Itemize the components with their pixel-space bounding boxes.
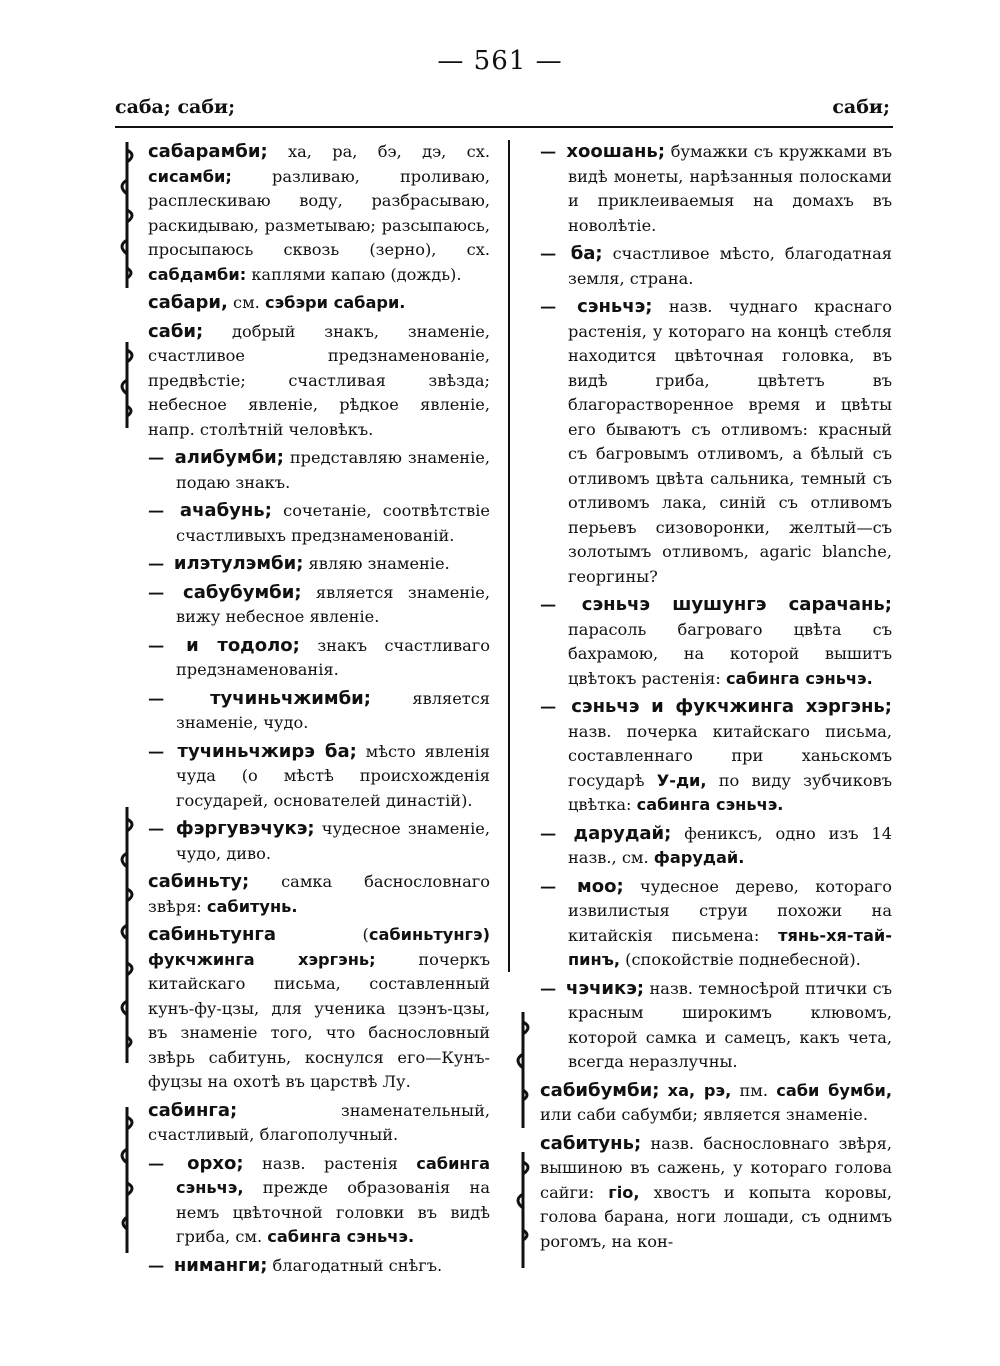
dictionary-entry xyxy=(148,140,490,287)
entry-text: (спокойствіе поднебесной). xyxy=(620,950,861,969)
entry-dash: — xyxy=(148,582,180,602)
entry-text: добрый знакъ, знаменіе, счастливое предзнаменованіе, предвѣстіе; счастливая звѣзда; небесное явленіе, рѣдкое явленіе, напр. столѣтній человѣкъ. xyxy=(148,321,490,439)
entry-dash: — xyxy=(148,819,172,838)
entry-text: ха, ра, бэ, дэ, сх. xyxy=(267,142,490,161)
entry-text: или саби сабумби; является знаменіе. xyxy=(540,1105,869,1124)
entry-dash: — xyxy=(540,697,568,716)
dictionary-entry xyxy=(540,875,892,973)
entry-reference: У-ди, xyxy=(656,770,707,790)
entry-reference: сабитунь. xyxy=(206,896,298,916)
entry-reference: саби бумби, xyxy=(776,1080,892,1100)
entry-headword: ниманги; xyxy=(173,1254,268,1276)
entry-text: разливаю, проливаю, расплескиваю воду, разбрасываю, раскидываю, разметываю; разсыпаюсь, просыпаюсь сквозь (зерно), сх. xyxy=(148,166,490,259)
entry-text: фениксъ, одно изъ 14 назв., см. xyxy=(568,823,892,867)
entry-headword: орхо; xyxy=(187,1152,244,1174)
dictionary-entry xyxy=(540,295,892,589)
entry-text: знакъ счастливаго предзнаменованія. xyxy=(176,635,490,679)
entry-headword: сабарамби; xyxy=(148,141,268,162)
entry-dash: — xyxy=(540,823,570,843)
entry-text: благодатный снѣгъ. xyxy=(267,1255,443,1275)
entry-reference: гіо, xyxy=(608,1182,640,1202)
entry-headword: хоошань; xyxy=(566,141,666,162)
left-column xyxy=(148,140,490,1282)
dictionary-entry xyxy=(540,1079,892,1128)
dictionary-entry xyxy=(148,740,490,814)
entry-headword: моо; xyxy=(577,875,624,897)
entry-text: назв. чуднаго краснаго растенія, у котораго на концѣ стебля находится цвѣточная головка, въ видѣ гриба, цвѣтетъ въ благорастворенное время и цвѣты его бываютъ съ отливомъ: красный съ багровымъ отливомъ, а бѣлый съ отливомъ цвѣта сальника, темный съ отливомъ лака, синій съ отливомъ перьевъ сизоворонки, желтый—съ золотымъ отливомъ, agaric blanche, георгины? xyxy=(568,297,893,586)
entry-headword: чэчикэ; xyxy=(566,977,645,999)
entry-text: ( xyxy=(275,925,369,944)
dictionary-entry xyxy=(148,1152,490,1250)
entry-reference: сабинга сэньчэ, xyxy=(176,1153,490,1197)
entry-text: является знаменіе, вижу небесное явленіе. xyxy=(176,582,490,626)
entry-dash: — xyxy=(148,448,171,467)
entry-headword: и тодоло; xyxy=(186,634,300,656)
dictionary-entry xyxy=(148,581,490,630)
dictionary-entry xyxy=(148,446,490,495)
entry-text xyxy=(659,1081,667,1100)
column-divider xyxy=(508,140,510,972)
entry-text: являю знаменіе. xyxy=(303,554,450,573)
entry-headword: ба; xyxy=(570,243,603,264)
entry-headword: сабубумби; xyxy=(183,581,302,603)
entry-headword: сэньчэ и фукчжинга хэргэнь; xyxy=(571,696,892,717)
entry-headword: сэньчэ; xyxy=(577,296,653,317)
right-column xyxy=(540,140,892,1258)
entry-reference: сэбэри сабари. xyxy=(264,293,406,312)
entry-headword: илэтулэмби; xyxy=(173,553,304,574)
manchu-script-glyph xyxy=(112,140,142,290)
manchu-script-glyph xyxy=(112,340,142,430)
entry-headword: сабибумби; xyxy=(540,1079,660,1101)
entry-dash: — xyxy=(148,501,176,520)
entry-reference: ха, рэ, xyxy=(667,1080,732,1100)
entry-text: назв. растенія xyxy=(243,1153,417,1173)
entry-reference: сабинга сэньчэ. xyxy=(267,1227,415,1246)
entry-headword: сабиньтунга xyxy=(148,924,276,945)
dictionary-entry xyxy=(540,593,892,691)
dictionary-entry xyxy=(148,870,490,919)
entry-text: является знаменіе, чудо. xyxy=(176,688,491,732)
dictionary-entry xyxy=(148,687,490,736)
entry-headword: саби; xyxy=(148,320,204,342)
entry-headword: ачабунь; xyxy=(179,500,272,521)
running-header-left: саба; саби; xyxy=(115,96,236,118)
entry-text: назв. темносѣрой птички съ красным широкимъ клювомъ, которой самка и самецъ, какъ чета, всегда неразлучны. xyxy=(568,978,892,1071)
entry-headword: сабари, xyxy=(148,292,228,313)
entry-text: по виду зубчиковъ цвѣтка: xyxy=(568,770,892,814)
entry-text: назв. баснословнаго звѣря, вышиною въ сажень, у котораго голова сайги: xyxy=(540,1133,892,1202)
entry-headword: дарудай; xyxy=(573,822,672,844)
dictionary-entry xyxy=(540,977,892,1075)
entry-text: бумажки съ кружками въ видѣ монеты, нарѣзанныя полосками и приклеиваемыя на домахъ въ новолѣтіе. xyxy=(568,142,892,235)
entry-dash: — xyxy=(540,142,563,161)
dictionary-entry xyxy=(540,822,892,871)
dictionary-entry xyxy=(148,291,490,316)
dictionary-entry xyxy=(148,552,490,577)
entry-dash: — xyxy=(148,1153,184,1173)
entry-text: чудесное дерево, котораго извилистыя струи похожи на китайскія письмена: xyxy=(568,876,892,945)
manchu-script-glyph xyxy=(112,805,142,1065)
entry-text: чудесное знаменіе, чудо, диво. xyxy=(176,819,490,863)
entry-headword: тучиньчжирэ ба; xyxy=(177,740,357,762)
dictionary-entry xyxy=(540,695,892,818)
entry-headword: фэргувэчукэ; xyxy=(175,818,315,839)
entry-dash: — xyxy=(540,876,574,896)
entry-reference: фарудай. xyxy=(653,848,745,867)
entry-text: знаменательный, счастливый, благополучный. xyxy=(148,1100,490,1144)
entry-dash: — xyxy=(540,244,567,263)
page-number: — 561 — xyxy=(437,46,563,76)
manchu-script-glyph xyxy=(112,1105,142,1255)
dictionary-entry xyxy=(148,634,490,683)
entry-headword: алибумби; xyxy=(174,447,284,468)
entry-reference: сабдамби: xyxy=(148,264,247,284)
manchu-script-glyph xyxy=(508,1150,538,1270)
dictionary-entry xyxy=(540,242,892,291)
entry-headword: тучиньчжимби; xyxy=(210,687,371,709)
entry-text: почеркъ китайскаго письма, составленный кунъ-фу-цзы, для ученика цзэнъ-цзы, въ знаменіе того, что баснословный звѣрь сабитунь, коснулся его—Кунъ-фуцзы на охотѣ въ царствѣ Лу. xyxy=(148,949,490,1091)
entry-text: мѣсто явленія чуда (о мѣстѣ происхожденія государей, основателей династій). xyxy=(176,741,490,810)
entry-text: назв. почерка китайскаго письма, составленнаго при ханьскомъ государѣ xyxy=(568,721,892,790)
dictionary-entry xyxy=(148,499,490,548)
entry-reference: сабинга сэньчэ. xyxy=(636,795,784,814)
entry-dash: — xyxy=(148,741,174,761)
entry-headword: сабиньту; xyxy=(148,871,250,892)
dictionary-entry xyxy=(148,923,490,1095)
dictionary-entry xyxy=(540,140,892,238)
entry-text: счастливое мѣсто, благодатная земля, страна. xyxy=(568,244,892,288)
entry-reference: тянь-хя-тай-пинъ, xyxy=(568,925,892,969)
entry-text: см. xyxy=(227,293,265,312)
entry-dash: — xyxy=(148,688,207,708)
entry-dash: — xyxy=(540,297,574,316)
running-header-right: саби; xyxy=(832,96,890,118)
entry-reference: фукчжинга хэргэнь; xyxy=(148,949,376,969)
dictionary-entry xyxy=(148,1254,490,1279)
entry-reference: сабиньтунгэ) xyxy=(368,925,490,944)
entry-text: каплями капаю (дождь). xyxy=(246,264,462,284)
header-rule xyxy=(115,126,893,128)
dictionary-entry xyxy=(148,1099,490,1148)
entry-dash: — xyxy=(540,595,578,614)
entry-text: хвостъ и копыта коровы, голова барана, ноги лошади, съ однимъ рогомъ, на кон- xyxy=(540,1182,892,1251)
entry-dash: — xyxy=(148,1255,170,1275)
entry-dash: — xyxy=(540,978,563,998)
entry-text: представляю знаменіе, подаю знакъ. xyxy=(176,448,490,492)
dictionary-entry xyxy=(148,320,490,443)
entry-text: самка баснословнаго звѣря: xyxy=(148,872,490,916)
dictionary-entry xyxy=(540,1132,892,1255)
entry-dash: — xyxy=(148,554,170,573)
entry-headword: сэньчэ шушунгэ сарачань; xyxy=(581,594,893,615)
entry-text: пм. xyxy=(731,1080,777,1100)
entry-reference: сабинга сэньчэ. xyxy=(725,668,873,688)
entry-reference: сисамби; xyxy=(148,166,232,186)
entry-text: прежде образованія на немъ цвѣточной головки въ видѣ гриба, см. xyxy=(176,1178,490,1246)
entry-dash: — xyxy=(148,635,183,655)
entry-text: сочетаніе, соотвѣтствіе счастливыхъ предзнаменованій. xyxy=(176,501,490,545)
entry-headword: сабинга; xyxy=(148,1099,238,1121)
entry-text: парасоль багроваго цвѣта съ бахрамою, на которой вышитъ цвѣтокъ растенія: xyxy=(568,619,892,688)
entry-headword: сабитунь; xyxy=(540,1132,642,1154)
dictionary-entry xyxy=(148,817,490,866)
manchu-script-glyph xyxy=(508,1010,538,1130)
